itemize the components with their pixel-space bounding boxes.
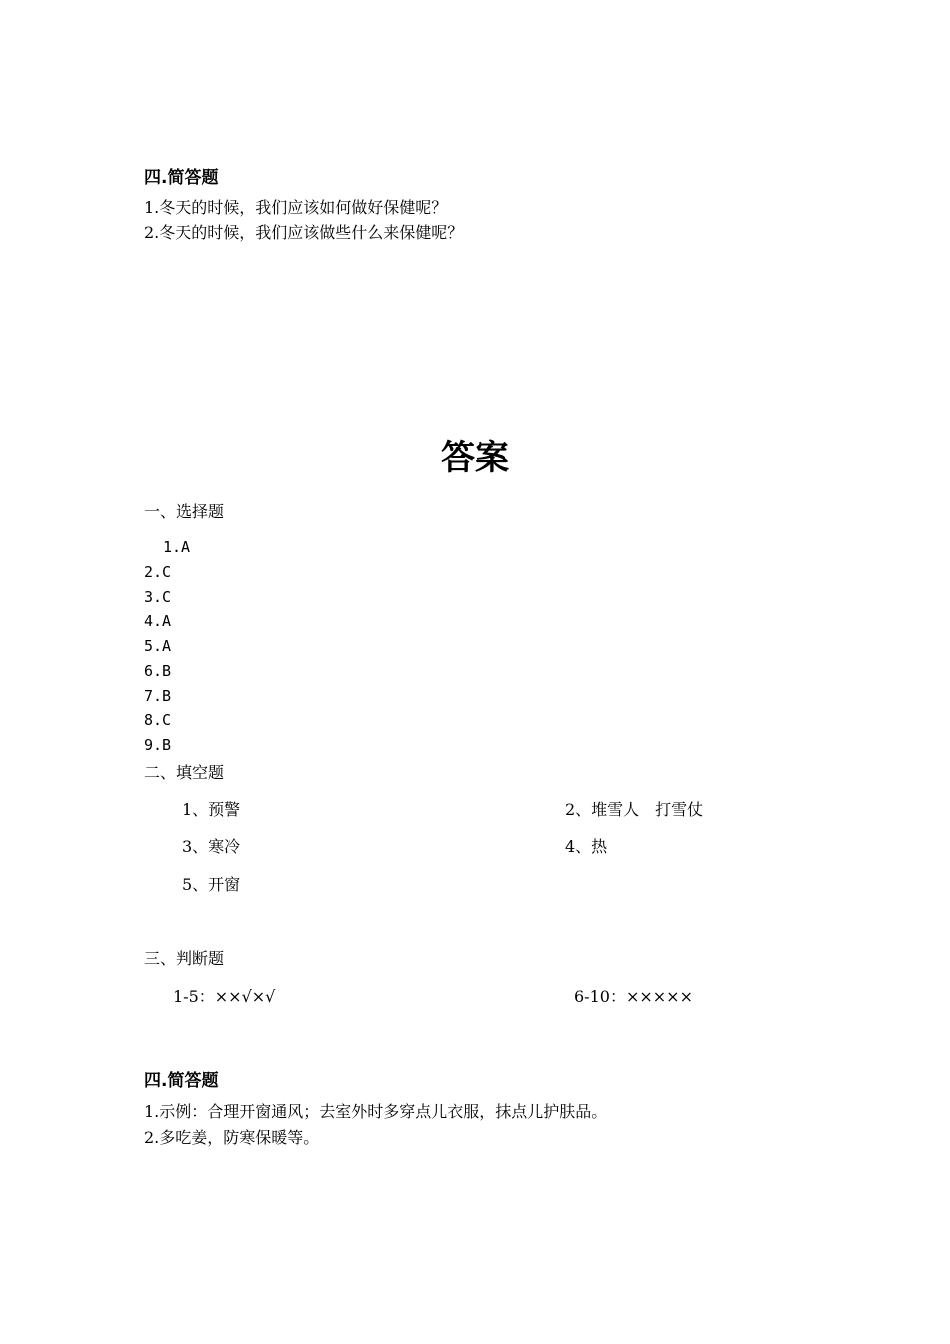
short-answer-1: 1.示例：合理开窗通风；去室外时多穿点儿衣服，抹点儿护肤品。 (144, 1102, 608, 1121)
choice-answer-2: 2.C (144, 563, 172, 581)
short-heading: 四.简答题 (144, 1071, 219, 1091)
section4-heading: 四.简答题 (144, 168, 219, 188)
choice-answer-8: 8.C (144, 711, 172, 729)
question-2: 2.冬天的时候，我们应该做些什么来保健呢？ (144, 223, 464, 242)
answers-title: 答案 (441, 438, 509, 478)
choice-answer-5: 5.A (144, 637, 172, 655)
fill-answer-1: 1、预警 (182, 800, 241, 819)
choice-answer-4: 4.A (144, 612, 172, 630)
choice-answer-3: 3.C (144, 588, 172, 606)
judge-heading: 三、判断题 (144, 949, 225, 968)
fill-answer-2: 2、堆雪人 打雪仗 (565, 800, 704, 819)
choice-answer-6: 6.B (144, 662, 172, 680)
choice-heading: 一、选择题 (144, 502, 225, 521)
fill-heading: 二、填空题 (144, 763, 225, 782)
choice-answer-9: 9.B (144, 736, 172, 754)
fill-answer-3: 3、寒冷 (182, 837, 241, 856)
fill-answer-4: 4、热 (565, 837, 608, 856)
question-1: 1.冬天的时候，我们应该如何做好保健呢？ (144, 198, 448, 217)
short-answer-2: 2.多吃姜，防寒保暖等。 (144, 1128, 320, 1147)
choice-answer-7: 7.B (144, 687, 172, 705)
fill-answer-5: 5、开窗 (182, 875, 241, 894)
judge-answer-6-10: 6-10：××××× (574, 987, 693, 1006)
judge-answer-1-5: 1-5：××√×√ (173, 987, 276, 1006)
choice-answer-1: 1.A (163, 538, 191, 556)
